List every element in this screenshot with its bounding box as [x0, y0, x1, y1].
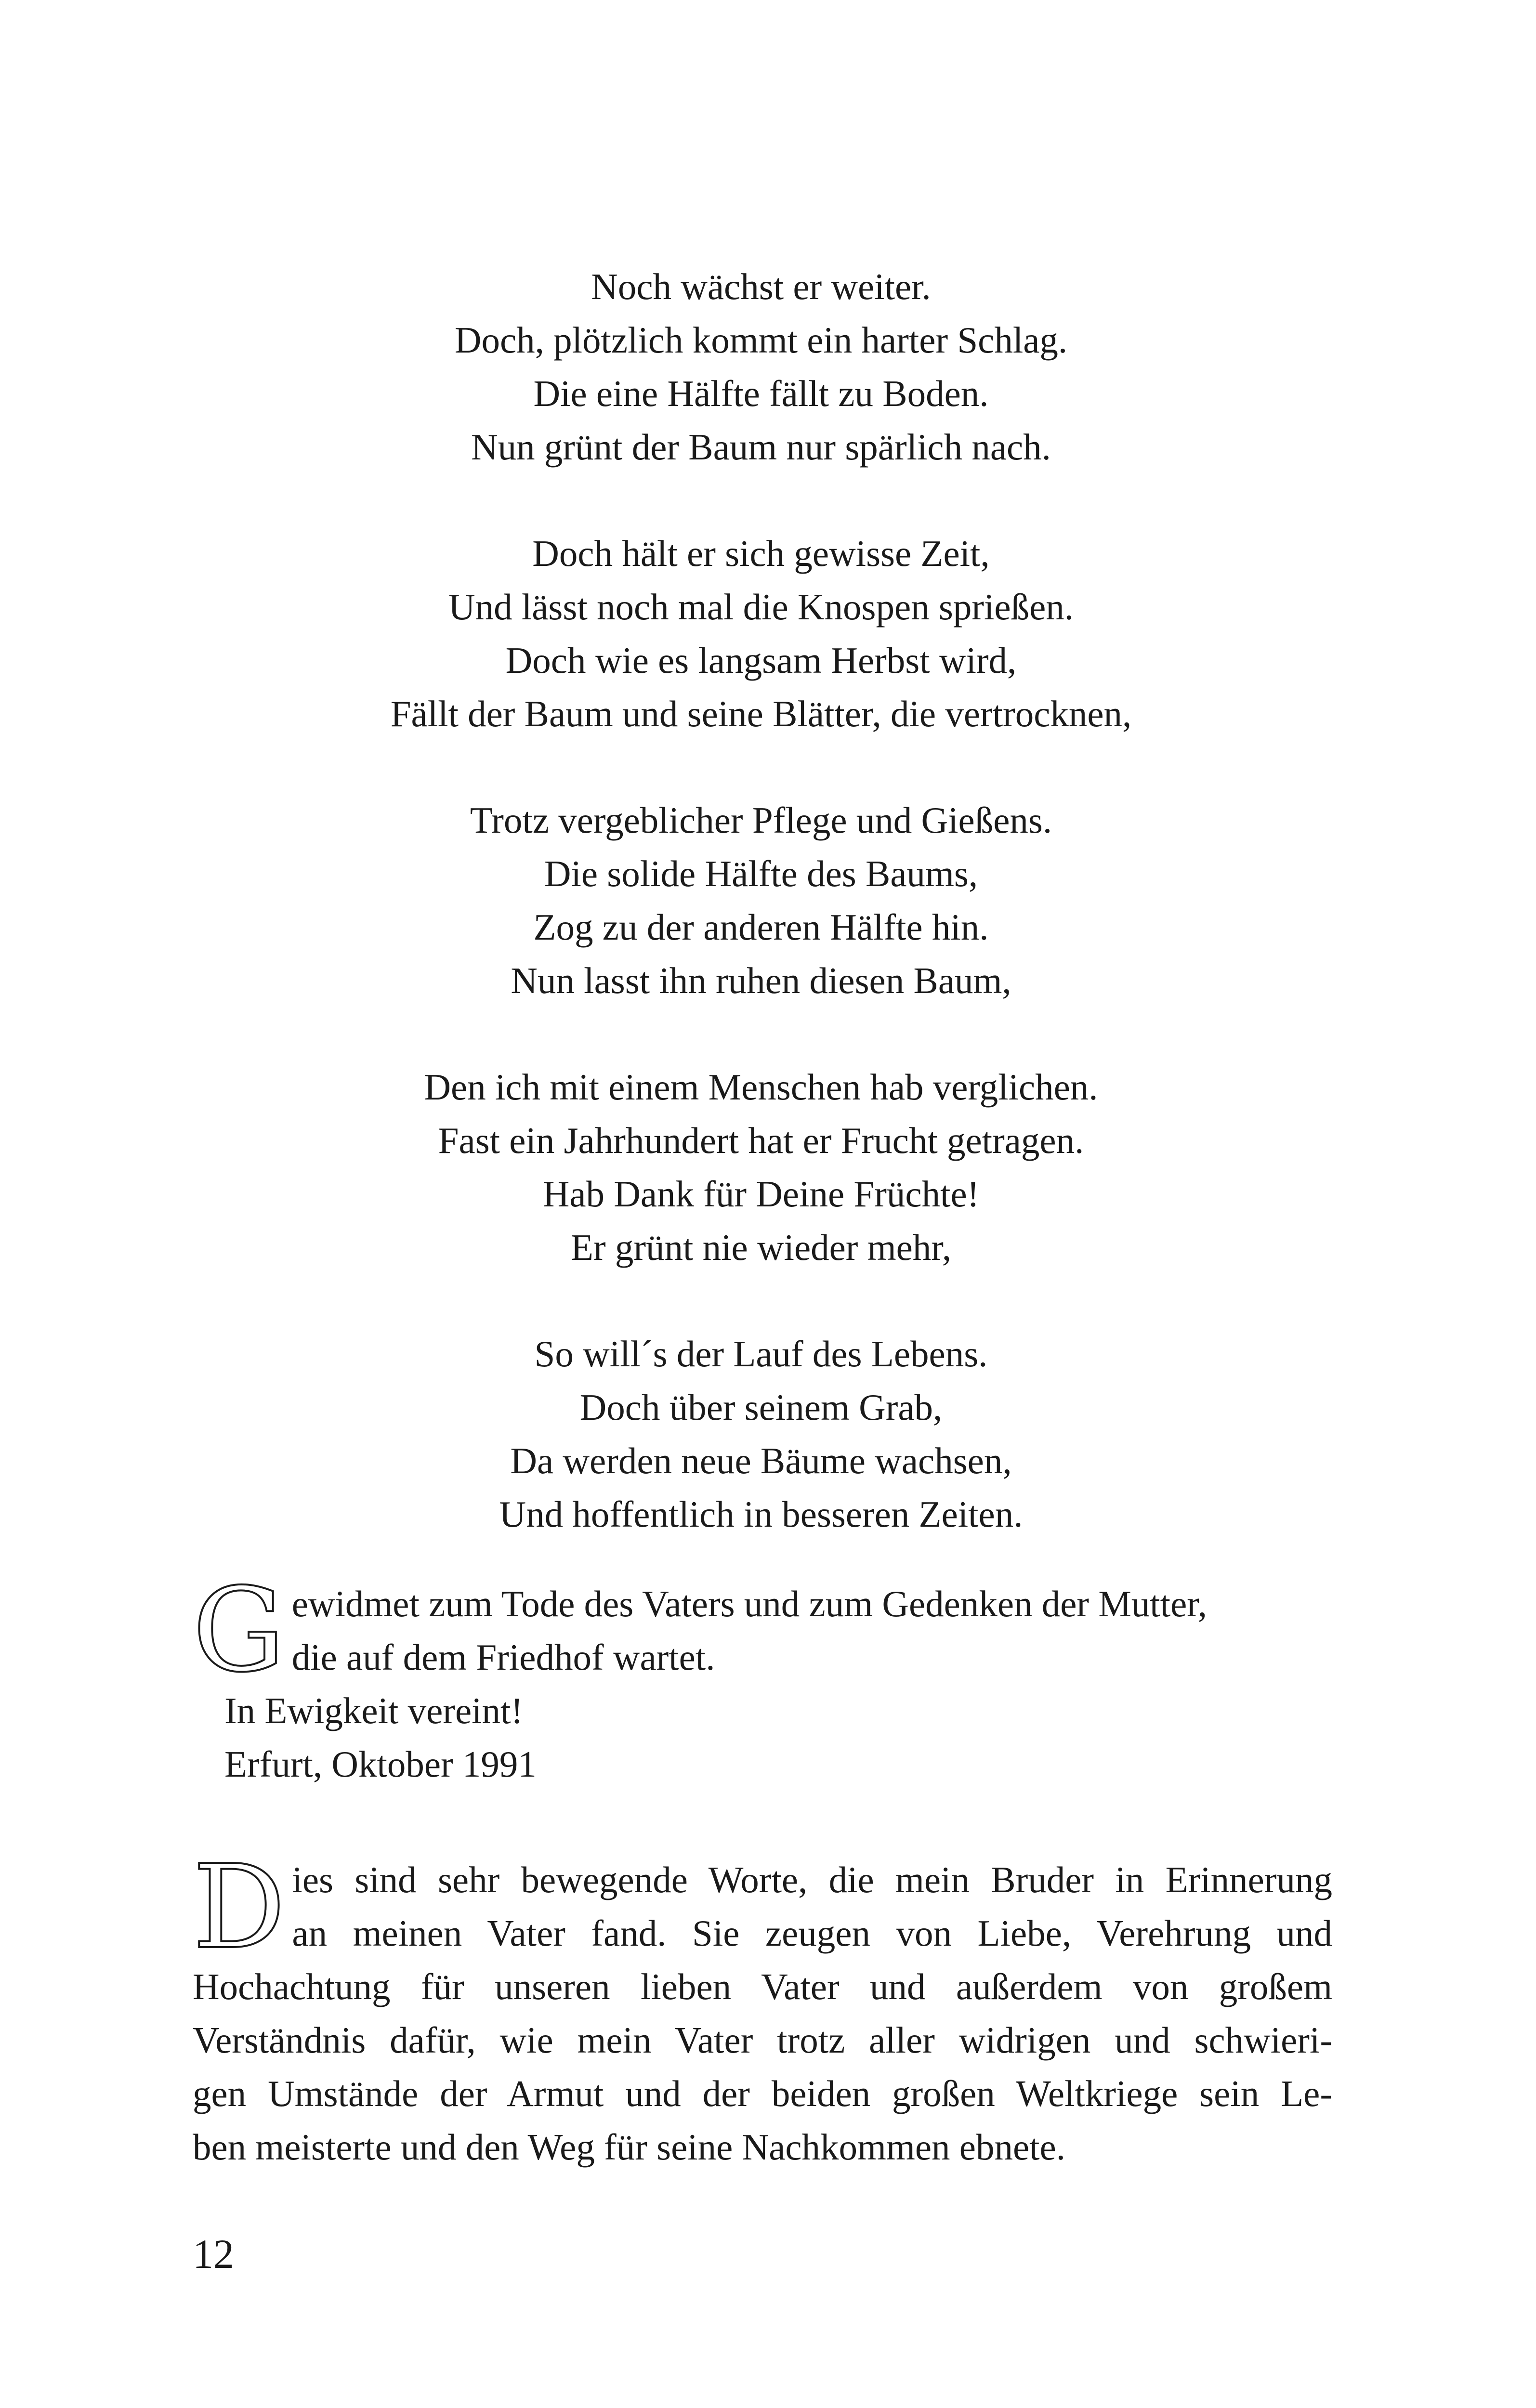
- poem-line: Nun lasst ihn ruhen diesen Baum,: [511, 960, 1011, 1001]
- poem-line: Er grünt nie wieder mehr,: [570, 1227, 952, 1268]
- poem-line: Hab Dank für Deine Früchte!: [542, 1173, 980, 1215]
- paragraph-line: ben meisterte und den Weg für seine Nachkommen ebnete.: [193, 2126, 1065, 2168]
- paragraph-line: ies sind sehr bewegende Worte, die mein Bruder in Erinnerung: [292, 1859, 1332, 1900]
- poem-stanza-4: [193, 1060, 1329, 1274]
- paragraph-line: Verständnis dafür, wie mein Vater trotz aller widrigen und schwieri-: [193, 2019, 1332, 2061]
- poem-line: Fast ein Jahrhundert hat er Frucht getragen.: [438, 1120, 1084, 1161]
- poem-line: Die solide Hälfte des Baums,: [544, 853, 978, 894]
- poem-line: Da werden neue Bäume wachsen,: [510, 1440, 1012, 1481]
- dedication-line: Erfurt, Oktober 1991: [224, 1743, 537, 1785]
- poem-stanza-2: [193, 527, 1329, 741]
- poem-line: Die eine Hälfte fällt zu Boden.: [533, 373, 989, 414]
- paragraph-line: Hochachtung für unseren lieben Vater und außerdem von großem: [193, 1966, 1332, 2007]
- poem-line: Doch wie es langsam Herbst wird,: [505, 640, 1017, 681]
- paragraph-line: gen Umstände der Armut und der beiden großen Weltkriege sein Le-: [193, 2073, 1332, 2114]
- poem-line: Nun grünt der Baum nur spärlich nach.: [471, 426, 1051, 468]
- poem-stanza-1: [193, 260, 1329, 474]
- dropcap-letter: G: [193, 1563, 285, 1698]
- poem-line: Den ich mit einem Menschen hab verglichen.: [424, 1066, 1098, 1108]
- poem-line: Doch hält er sich gewisse Zeit,: [532, 533, 990, 574]
- poem-line: Doch über seinem Grab,: [579, 1387, 943, 1428]
- poem-line: Und lässt noch mal die Knospen sprießen.: [448, 586, 1074, 628]
- dropcap-letter: D: [193, 1840, 286, 1975]
- dedication-line: die auf dem Friedhof wartet.: [291, 1636, 715, 1678]
- poem-line: Zog zu der anderen Hälfte hin.: [533, 906, 989, 948]
- dedication-line: In Ewigkeit vereint!: [224, 1690, 524, 1731]
- poem: [193, 260, 1329, 1541]
- poem-line: Doch, plötzlich kommt ein harter Schlag.: [454, 319, 1068, 361]
- body-paragraph: [193, 1840, 1332, 2174]
- dedication-line: ewidmet zum Tode des Vaters und zum Gedenken der Mutter,: [291, 1583, 1208, 1624]
- poem-line: Trotz vergeblicher Pflege und Gießens.: [470, 799, 1052, 841]
- poem-line: Und hoffentlich in besseren Zeiten.: [499, 1493, 1023, 1535]
- dedication: [193, 1563, 1339, 1791]
- paragraph-line: an meinen Vater fand. Sie zeugen von Liebe, Verehrung und: [292, 1912, 1332, 1954]
- poem-line: Fällt der Baum und seine Blätter, die vertrocknen,: [390, 693, 1132, 734]
- poem-line: Noch wächst er weiter.: [591, 266, 931, 307]
- page-number: 12: [193, 2231, 234, 2277]
- poem-stanza-5: [193, 1327, 1329, 1541]
- poem-stanza-3: [193, 794, 1329, 1008]
- poem-line: So will´s der Lauf des Lebens.: [534, 1333, 988, 1374]
